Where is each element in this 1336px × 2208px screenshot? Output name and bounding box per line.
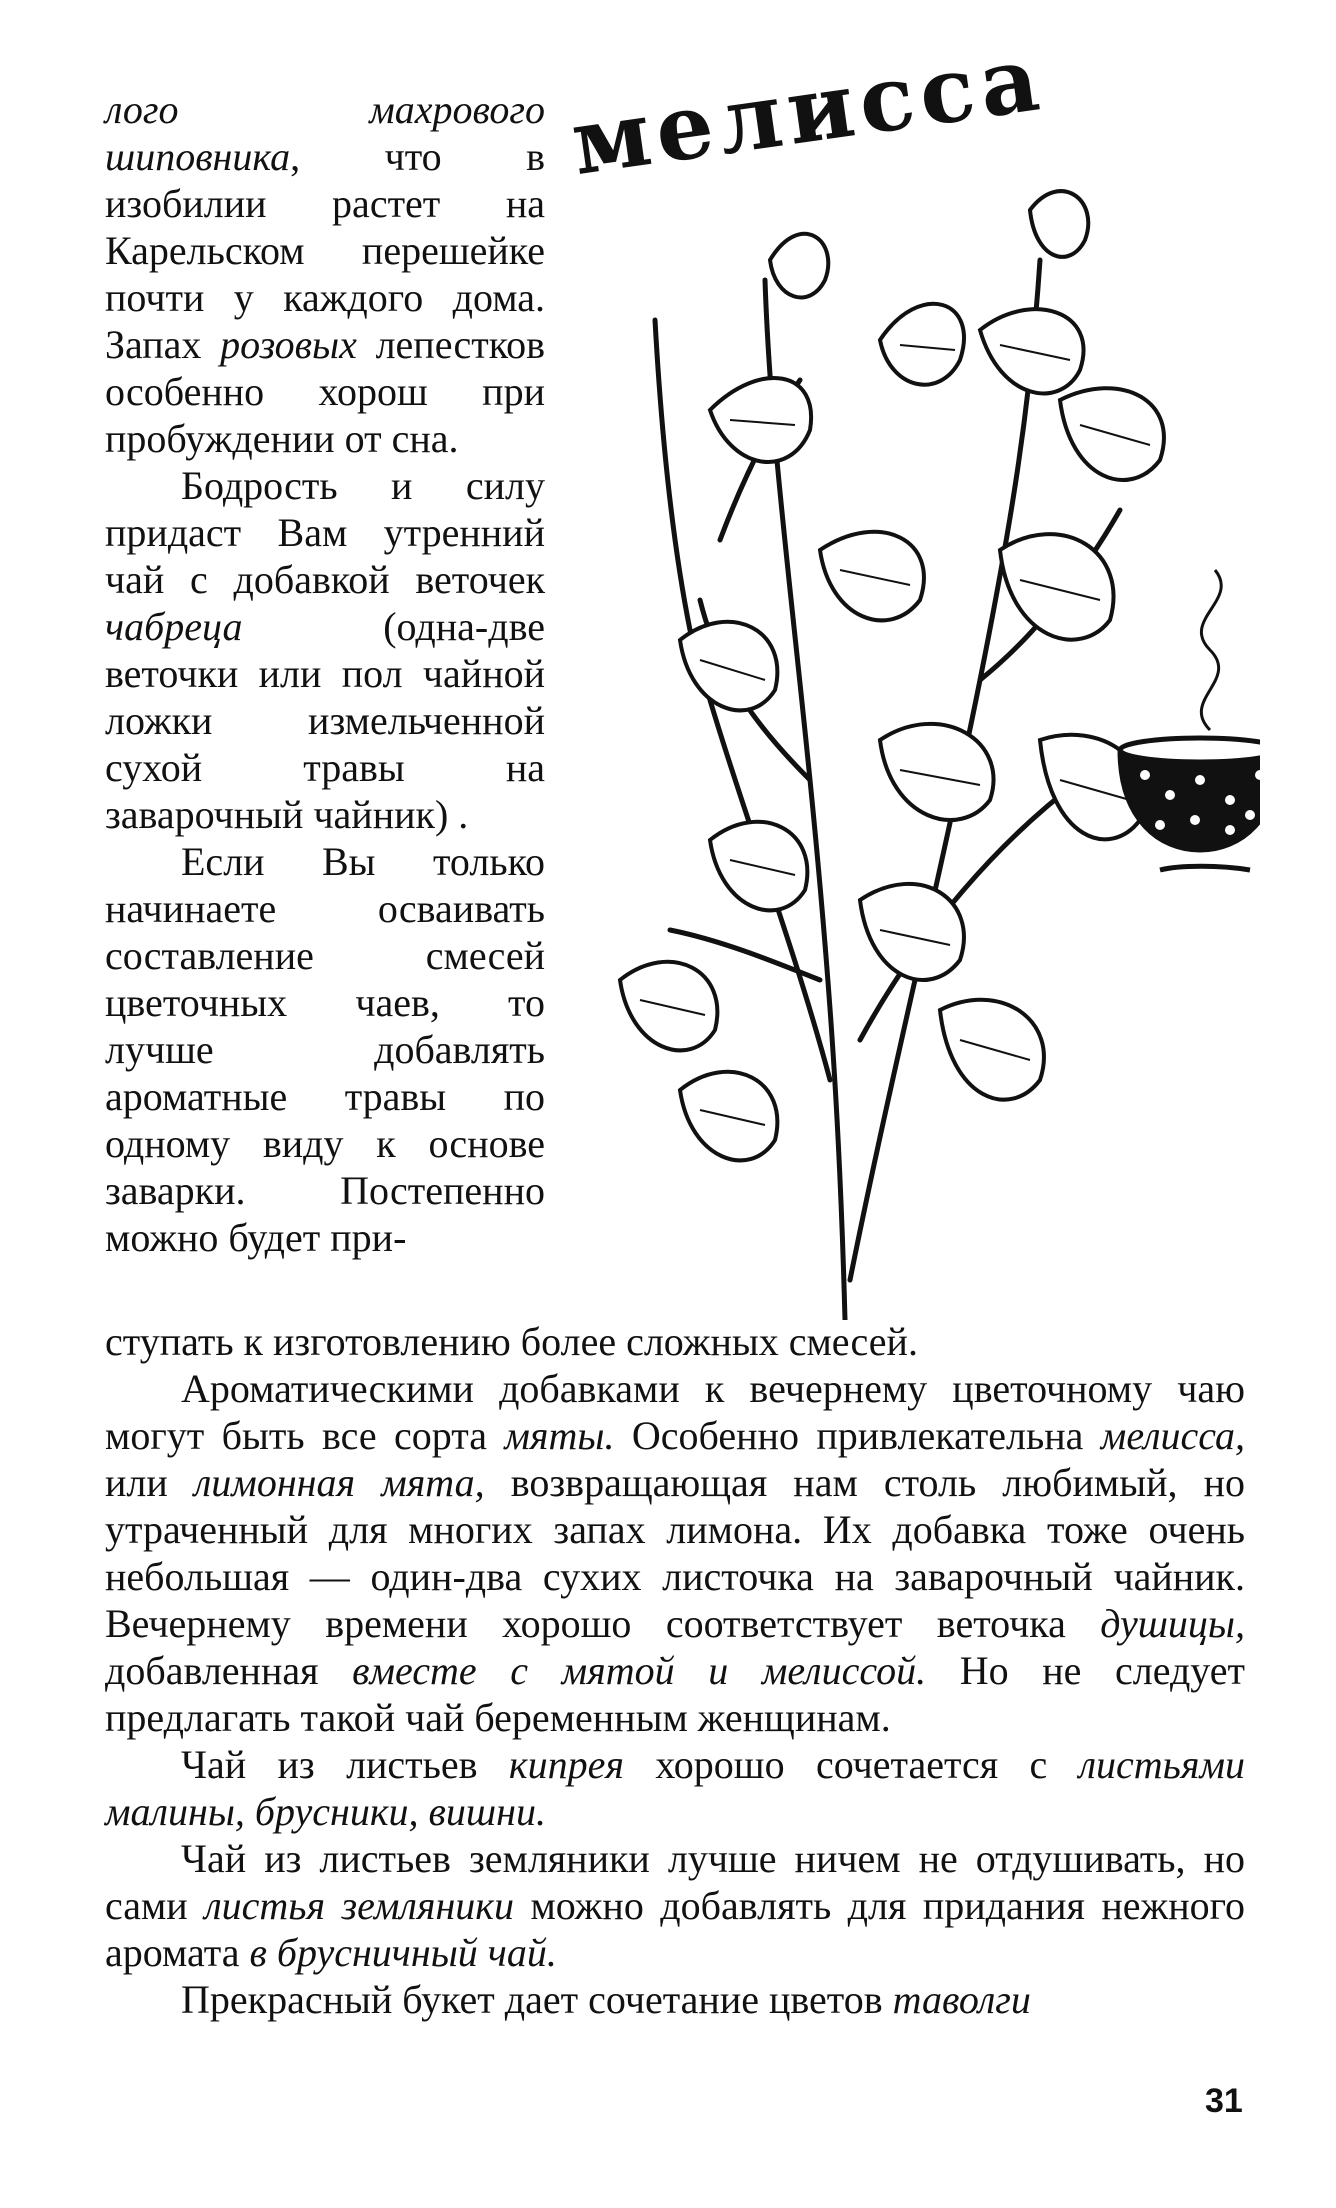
illustration-title: мелисса xyxy=(565,24,1051,196)
text: или xyxy=(105,1460,194,1505)
continuation-line xyxy=(105,1318,1245,1365)
italic-text: листьями малины, брусники, вишни. xyxy=(105,1742,1245,1834)
paragraph-6 xyxy=(105,1835,1245,1976)
text: ступать к изготовлению более сложных смесей. xyxy=(105,1319,918,1364)
italic-text: таволги xyxy=(892,1977,1031,2022)
text: хорошо сочетается с xyxy=(623,1742,1079,1787)
text: Чай из листьев земляники лучше ничем не отдушивать, но сами xyxy=(105,1836,1245,1928)
paragraph-7 xyxy=(105,1976,1245,2023)
italic-text: листья земляники xyxy=(204,1883,515,1928)
melissa-illustration xyxy=(560,24,1260,1320)
text: , что в изобилии растет на Карельском перешейке почти у каждого дома. Запах xyxy=(105,134,545,367)
text: (одна-две веточки или пол чайной ложки измельченной сухой травы на заварочный чайник) . xyxy=(105,604,545,837)
italic-text: вместе с мятой и мелиссой. xyxy=(352,1648,927,1693)
paragraph-5 xyxy=(105,1741,1245,1835)
italic-text: мелисса, xyxy=(1100,1413,1245,1458)
text: Прекрасный букет дает сочетание цветов xyxy=(181,1977,893,2022)
italic-text: лого махрового шиповника xyxy=(105,87,545,179)
text: Особенно привлекательна xyxy=(614,1413,1101,1458)
italic-text: чабреца xyxy=(105,604,243,649)
italic-text: лимонная мята, xyxy=(193,1460,485,1505)
page-number: 31 xyxy=(1205,2082,1243,2120)
text: Если Вы только начинаете осваивать составление смесей цветочных чаев, то лучше добавлять ароматные травы по одному виду к основе заварки. Постепенно можно будет при- xyxy=(105,839,545,1260)
paragraph-1 xyxy=(105,86,545,462)
italic-text: розовых xyxy=(220,322,357,367)
paragraph-4 xyxy=(105,1365,1245,1741)
text: добавленная xyxy=(105,1648,353,1693)
italic-text: кипрея xyxy=(508,1742,624,1787)
left-text-column xyxy=(105,86,545,1261)
italic-text: мяты. xyxy=(504,1413,615,1458)
text: можно добавлять для придания нежного аромата xyxy=(105,1883,1246,1975)
italic-text: душицы, xyxy=(1100,1601,1245,1646)
text: Ароматическими добавками к вечернему цветочному чаю могут быть все сорта xyxy=(105,1366,1245,1458)
text: возвращающая нам столь любимый, но утраченный для многих запах лимона. Их добавка тоже очень небольшая — один-два сухих листочка на заварочный чайник. Вечернему времени хорошо соответствует веточка xyxy=(105,1460,1245,1646)
plant-drawing xyxy=(560,80,1260,1320)
paragraph-3 xyxy=(105,838,545,1261)
text: Но не следует предлагать такой чай беременным женщинам. xyxy=(105,1648,1246,1740)
text: Бодрость и силу придаст Вам утренний чай с добавкой веточек xyxy=(105,463,545,602)
paragraph-2 xyxy=(105,462,545,838)
text: лепестков особенно хорош при пробуждении от сна. xyxy=(105,322,545,461)
text: Чай из листьев xyxy=(181,1742,509,1787)
full-width-text xyxy=(105,1318,1245,2023)
italic-text: в брусничный чай. xyxy=(249,1930,557,1975)
